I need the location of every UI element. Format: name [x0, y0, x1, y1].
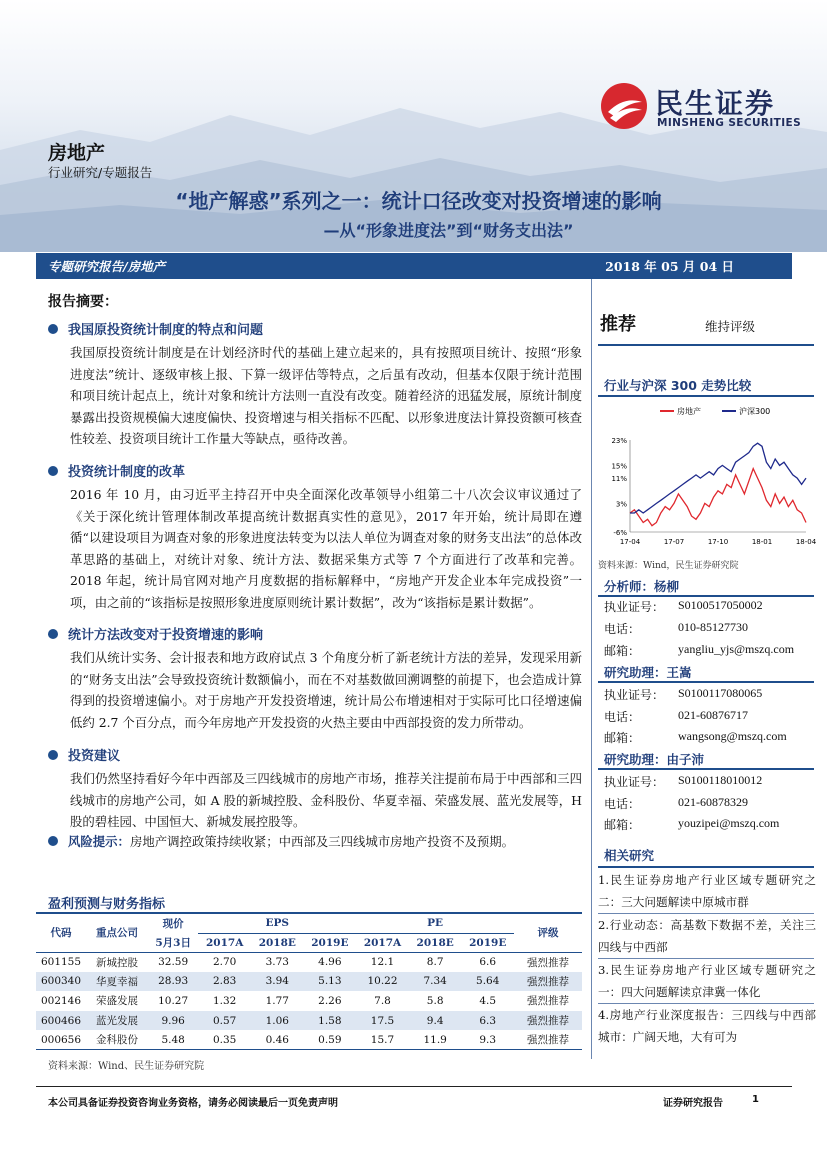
y-tick-label: 11%	[611, 475, 627, 484]
cell-code: 002146	[36, 991, 86, 1011]
related-report-link[interactable]: 3.民生证券房地产行业区域专题研究之一：四大问题解读京津冀一体化	[598, 963, 816, 999]
section-title	[48, 624, 263, 643]
cell-code: 000656	[36, 1030, 86, 1050]
y-tick-label: 3%	[615, 500, 627, 509]
table-row	[36, 952, 582, 972]
chart-source: 资料来源：Wind，民生证券研究院	[598, 561, 739, 571]
table-row	[36, 1030, 582, 1050]
column-divider	[591, 279, 592, 1059]
section-title-text: 我国原投资统计制度的特点和问题	[68, 323, 264, 338]
chart-heading: 行业与沪深 300 走势比较	[604, 378, 752, 393]
cert-value: S0100117080065	[678, 686, 763, 700]
email-value[interactable]: yangliu_yjs@mszq.com	[678, 642, 795, 656]
analyst-email	[604, 816, 780, 833]
cell-pe: 5.8	[409, 991, 462, 1011]
analyst-email	[604, 642, 795, 659]
bullet-icon	[48, 324, 58, 334]
x-tick-label: 17-10	[707, 538, 729, 546]
cell-code: 600466	[36, 1011, 86, 1031]
minsheng-logo-icon	[600, 82, 648, 130]
table-source: 资料来源：Wind、民生证券研究院	[48, 1061, 205, 1072]
page-number: 1	[752, 1094, 759, 1105]
cell-code: 601155	[36, 952, 86, 972]
header-year: 2018E	[409, 933, 462, 952]
cell-eps: 4.96	[304, 952, 357, 972]
section-paragraph: 我们仍然坚持看好今年中西部及三四线城市的房地产市场，推荐关注提前布局于中西部和三四线城市的房地产公司，如 A 股的新城控股、金科股份、华夏幸福、荣盛发展、蓝光发展等，H 股的碧桂园、中国恒大、新城发展控股等。	[70, 771, 582, 830]
table-title: 盈利预测与财务指标	[48, 897, 166, 912]
cert-value: S0100118010012	[678, 773, 763, 787]
footer-rule	[36, 1086, 792, 1087]
cert-label: 执业证号：	[604, 775, 665, 789]
cell-pe: 9.4	[409, 1011, 462, 1031]
analyst-role: 研究助理：	[604, 752, 667, 767]
logo-chinese-text: 民生证券	[655, 87, 776, 120]
cell-company: 荣盛发展	[86, 991, 148, 1011]
cell-price: 9.96	[148, 1011, 198, 1031]
email-value[interactable]: wangsong@mszq.com	[678, 729, 787, 743]
bullet-icon	[48, 836, 58, 846]
analyst-rule	[598, 595, 814, 597]
x-tick-label: 18-01	[751, 538, 773, 546]
cell-eps: 0.59	[304, 1030, 357, 1050]
summary-heading: 报告摘要：	[48, 294, 118, 310]
section-paragraph: 我国原投资统计制度是在计划经济时代的基础上建立起来的，具有按照项目统计、按照“形象进度法”统计、逐级审核上报、下算一级评估等特点，之后虽有改动，但基本仅限于统计范围和项目统计起点上，统计对象和统计方法则一直没有改变。随着经济的迅猛发展，原统计制度暴露出投资规模偏大速度偏快、投资增速与相关指标不匹配、以形象进度法计算投资额可核查性较差、投资项目统计工作量大等缺点，亟待改善。	[70, 345, 582, 447]
tel-label: 电话：	[604, 710, 641, 724]
analyst-role: 研究助理：	[604, 665, 667, 680]
cell-pe: 11.9	[409, 1030, 462, 1050]
header-price-date: 5月3日	[148, 933, 198, 952]
section-title-text: 统计方法改变对于投资增速的影响	[68, 628, 264, 643]
header-year: 2018E	[251, 933, 304, 952]
cell-rating: 强烈推荐	[514, 972, 582, 992]
risk-text: 房地产调控政策持续收紧；中西部及三四线城市房地产投资不及预期。	[129, 834, 515, 849]
header-code: 代码	[36, 914, 86, 952]
analyst-email	[604, 729, 787, 746]
cell-eps: 2.83	[198, 972, 251, 992]
report-type: 行业研究/专题报告	[48, 165, 153, 180]
cell-code: 600340	[36, 972, 86, 992]
tel-value: 010-85127730	[678, 620, 748, 634]
email-value[interactable]: youzipei@mszq.com	[678, 816, 780, 830]
cert-label: 执业证号：	[604, 688, 665, 702]
cell-pe: 6.3	[461, 1011, 514, 1031]
related-report-link[interactable]: 4.房地产行业深度报告：三四线与中西部城市：广阔天地，大有可为	[598, 1008, 816, 1044]
cert-label: 执业证号：	[604, 600, 665, 614]
tel-label: 电话：	[604, 797, 641, 811]
bullet-icon	[48, 466, 58, 476]
tel-value: 021-60876717	[678, 708, 748, 722]
cell-rating: 强烈推荐	[514, 1011, 582, 1031]
bullet-icon	[48, 629, 58, 639]
cell-pe: 17.5	[356, 1011, 409, 1031]
header-year: 2019E	[304, 933, 357, 952]
section-title	[48, 319, 263, 338]
report-banner	[36, 253, 792, 279]
rating-label: 推荐	[600, 314, 636, 335]
cell-eps: 1.06	[251, 1011, 304, 1031]
section-paragraph: 2016 年 10 月，由习近平主持召开中央全面深化改革领导小组第二十八次会议审议通过了《关于深化统计管理体制改革提高统计数据真实性的意见》，2017 年开始，统计局即在遵循“以建设项目为调查对象的形象进度法转变为以法人单位为调查对象的财务支出法”的总体改革思路的基础上，对统计对象、统计方法、数据采集方式等 7 个方面进行了改革和完善。2018 年起，统计局官网对地产月度数据的指标解释中，“房地产开发企业本年完成投资”一项，由之前的“该指标是按照形象进度原则统计累计数据”，改为“该指标是累计数据”。	[70, 487, 582, 610]
trend-chart	[600, 400, 817, 552]
analyst-name: 杨柳	[654, 579, 680, 594]
related-rule	[598, 866, 814, 868]
legend-label-realestate: 房地产	[677, 407, 701, 416]
header-price: 现价	[162, 918, 184, 930]
cert-value: S0100517050002	[678, 598, 763, 612]
analyst-heading	[598, 663, 814, 681]
analyst-tel	[604, 708, 748, 725]
cell-eps: 0.46	[251, 1030, 304, 1050]
email-label: 邮箱：	[604, 818, 641, 832]
risk-label: 风险提示：	[68, 834, 130, 849]
related-report-link[interactable]: 1.民生证券房地产行业区域专题研究之二：三大问题解读中原城市群	[598, 873, 816, 909]
cell-pe: 6.6	[461, 952, 514, 972]
table-row	[36, 1011, 582, 1031]
cell-rating: 强烈推荐	[514, 952, 582, 972]
y-tick-label: 23%	[611, 437, 627, 445]
cell-eps: 1.77	[251, 991, 304, 1011]
cell-rating: 强烈推荐	[514, 1030, 582, 1050]
analyst-cert	[604, 598, 763, 615]
cell-pe: 7.8	[356, 991, 409, 1011]
financial-forecast-table	[36, 914, 582, 1050]
cell-pe: 7.34	[409, 972, 462, 992]
cell-company: 蓝光发展	[86, 1011, 148, 1031]
analyst-cert	[604, 773, 763, 790]
section-title	[48, 461, 185, 480]
section-title	[48, 745, 120, 764]
cell-company: 华夏幸福	[86, 972, 148, 992]
analyst-rule	[598, 768, 814, 770]
cell-pe: 15.7	[356, 1030, 409, 1050]
cell-rating: 强烈推荐	[514, 991, 582, 1011]
cell-pe: 10.22	[356, 972, 409, 992]
tel-value: 021-60878329	[678, 795, 748, 809]
report-subtitle: —从“形象进度法”到“财务支出法”	[323, 221, 574, 240]
header-year: 2017A	[198, 933, 251, 952]
cell-eps: 0.57	[198, 1011, 251, 1031]
table-row	[36, 972, 582, 992]
cell-eps: 5.13	[304, 972, 357, 992]
analyst-heading	[598, 750, 814, 768]
rating-rule	[598, 344, 814, 346]
rating-status: 维持评级	[705, 319, 756, 334]
analyst-heading	[598, 577, 814, 595]
cell-pe: 5.64	[461, 972, 514, 992]
banner-category: 专题研究报告/房地产	[48, 259, 166, 274]
report-title: “地产解惑”系列之一：统计口径改变对投资增速的影响	[175, 189, 662, 213]
cell-eps: 0.35	[198, 1030, 251, 1050]
cell-pe: 4.5	[461, 991, 514, 1011]
report-date: 2018 年 05 月 04 日	[605, 259, 734, 274]
cell-eps: 3.94	[251, 972, 304, 992]
cell-eps: 1.58	[304, 1011, 357, 1031]
header-pe: PE	[356, 914, 514, 933]
cell-eps: 1.32	[198, 991, 251, 1011]
header-company: 重点公司	[86, 914, 148, 952]
analyst-name: 由子沛	[666, 752, 705, 767]
cell-price: 5.48	[148, 1030, 198, 1050]
cell-pe: 12.1	[356, 952, 409, 972]
email-label: 邮箱：	[604, 731, 641, 745]
series-line-realestate	[630, 469, 806, 526]
section-title-text: 投资建议	[68, 749, 121, 764]
header-year: 2017A	[356, 933, 409, 952]
analyst-tel	[604, 795, 748, 812]
cell-eps: 2.26	[304, 991, 357, 1011]
header-rating: 评级	[514, 914, 582, 952]
analyst-tel	[604, 620, 748, 637]
analyst-role: 分析师：	[604, 579, 655, 594]
email-label: 邮箱：	[604, 644, 641, 658]
related-heading: 相关研究	[604, 848, 655, 863]
cell-company: 新城控股	[86, 952, 148, 972]
risk-warning	[48, 832, 514, 850]
cell-price: 28.93	[148, 972, 198, 992]
tel-label: 电话：	[604, 622, 641, 636]
footer-disclaimer[interactable]: 本公司具备证券投资咨询业务资格，请务必阅读最后一页免责声明	[48, 1098, 338, 1109]
analyst-rule	[598, 681, 814, 683]
cell-pe: 8.7	[409, 952, 462, 972]
footer-doc-type: 证券研究报告	[663, 1098, 723, 1109]
x-tick-label: 17-04	[619, 538, 641, 546]
cell-pe: 9.3	[461, 1030, 514, 1050]
cell-price: 10.27	[148, 991, 198, 1011]
analyst-cert	[604, 686, 763, 703]
industry-label: 房地产	[48, 142, 106, 164]
logo-english-text: MINSHENG SECURITIES	[657, 117, 802, 129]
cell-eps: 2.70	[198, 952, 251, 972]
bullet-icon	[48, 750, 58, 760]
cell-eps: 3.73	[251, 952, 304, 972]
header-year: 2019E	[461, 933, 514, 952]
x-tick-label: 17-07	[663, 538, 685, 546]
related-report-link[interactable]: 2.行业动态：高基数下数据不差，关注三四线与中西部	[598, 918, 816, 954]
header-eps: EPS	[198, 914, 356, 933]
cell-price: 32.59	[148, 952, 198, 972]
analyst-name: 王嵩	[666, 665, 692, 680]
section-title-text: 投资统计制度的改革	[68, 465, 186, 480]
legend-label-hs300: 沪深300	[739, 407, 771, 416]
table-row	[36, 991, 582, 1011]
y-tick-label: -6%	[613, 529, 627, 537]
cell-company: 金科股份	[86, 1030, 148, 1050]
section-paragraph: 我们从统计实务、会计报表和地方政府试点 3 个角度分析了新老统计方法的差异，发现采用新的“财务支出法”会导致投资统计数额偏小，而在不对基数做回溯调整的前提下，也会造成计算得到的投资增速偏小。对于房地产开发投资增速，统计局公布增速相对于实际可比口径增速偏低约 2.7 个百分点，而今年房地产开发投资的火热主要由中西部投资的发力所带动。	[70, 650, 582, 730]
chart-heading-rule	[598, 395, 814, 397]
y-tick-label: 15%	[611, 462, 627, 471]
x-tick-label: 18-04	[795, 538, 817, 546]
